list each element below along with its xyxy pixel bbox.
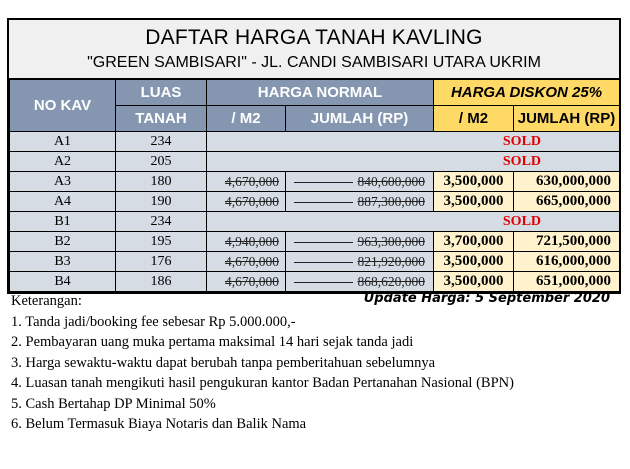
- cell-luas: 205: [116, 152, 207, 172]
- cell-normal-total: [286, 192, 434, 212]
- cell-normal-m2: 4,670,000: [207, 192, 286, 212]
- table-row: [10, 172, 620, 192]
- price-list-sheet: [7, 18, 621, 294]
- table-row: [10, 212, 620, 232]
- cell-disc-m2: 3,500,000: [434, 172, 514, 192]
- price-table: [9, 79, 620, 292]
- table-row: [10, 152, 620, 172]
- cell-luas: 234: [116, 212, 207, 232]
- cell-kav: A4: [10, 192, 116, 212]
- cell-disc-m2: 3,500,000: [434, 192, 514, 212]
- cell-normal-total: [286, 272, 434, 292]
- cell-kav: B2: [10, 232, 116, 252]
- normal-total-value: 868,620,000: [357, 274, 425, 289]
- cell-disc-total: 651,000,000: [514, 272, 620, 292]
- cell-normal-m2: 4,670,000: [207, 172, 286, 192]
- update-date: Update Harga: 5 September 2020: [363, 291, 610, 306]
- cell-kav: A2: [10, 152, 116, 172]
- cell-normal-m2: 4,670,000: [207, 272, 286, 292]
- cell-normal-total: [286, 172, 434, 192]
- note-item: 6. Belum Termasuk Biaya Notaris dan Balik Nama: [11, 416, 307, 432]
- note-item: 3. Harga sewaktu-waktu dapat berubah tanpa pemberitahuan sebelumnya: [11, 354, 436, 371]
- table-row: [10, 132, 620, 152]
- table-row: [10, 272, 620, 292]
- sold-label: SOLD: [207, 152, 620, 172]
- normal-total-value: 963,300,000: [357, 234, 425, 249]
- cell-kav: B1: [10, 212, 116, 232]
- notes-heading: Keterangan:: [11, 293, 82, 309]
- cell-normal-total: [286, 252, 434, 272]
- cell-disc-total: 665,000,000: [514, 192, 620, 212]
- cell-luas: 234: [116, 132, 207, 152]
- cell-disc-m2: 3,500,000: [434, 252, 514, 272]
- page-subtitle: "GREEN SAMBISARI" - JL. CANDI SAMBISARI UTARA UKRIM: [87, 54, 541, 71]
- col-header-harga-normal: HARGA NORMAL: [207, 80, 434, 106]
- note-item: 2. Pembayaran uang muka pertama maksimal 14 hari sejak tanda jadi: [11, 334, 414, 350]
- cell-luas: 180: [116, 172, 207, 192]
- cell-luas: 176: [116, 252, 207, 272]
- normal-total-value: 821,920,000: [357, 254, 425, 269]
- table-row: [10, 192, 620, 212]
- cell-disc-m2: 3,500,000: [434, 272, 514, 292]
- col-header-no-kav: NO KAV: [10, 80, 116, 132]
- cell-disc-total: 616,000,000: [514, 252, 620, 272]
- notes-section: [11, 291, 611, 435]
- title-block: [9, 20, 619, 79]
- table-row: [10, 252, 620, 272]
- col-header-normal-m2: / M2: [207, 106, 286, 132]
- cell-disc-m2: 3,700,000: [434, 232, 514, 252]
- page-title: DAFTAR HARGA TANAH KAVLING: [145, 26, 483, 49]
- cell-luas: 190: [116, 192, 207, 212]
- col-header-diskon-jumlah: JUMLAH (RP): [514, 106, 620, 132]
- col-header-tanah: TANAH: [116, 106, 207, 132]
- note-item: 1. Tanda jadi/booking fee sebesar Rp 5.000.000,-: [11, 313, 296, 330]
- cell-disc-total: 630,000,000: [514, 172, 620, 192]
- sold-label: SOLD: [207, 212, 620, 232]
- col-header-harga-diskon: HARGA DISKON 25%: [434, 80, 620, 106]
- cell-normal-m2: 4,670,000: [207, 252, 286, 272]
- cell-luas: 186: [116, 272, 207, 292]
- normal-total-value: 840,600,000: [357, 174, 425, 189]
- col-header-luas: LUAS: [116, 80, 207, 106]
- col-header-normal-jumlah: JUMLAH (RP): [286, 106, 434, 132]
- cell-kav: B3: [10, 252, 116, 272]
- cell-normal-total: [286, 232, 434, 252]
- cell-kav: A3: [10, 172, 116, 192]
- normal-total-value: 887,300,000: [357, 194, 425, 209]
- cell-kav: B4: [10, 272, 116, 292]
- cell-luas: 195: [116, 232, 207, 252]
- note-item: 4. Luasan tanah mengikuti hasil pengukuran kantor Badan Pertanahan Nasional (BPN): [11, 375, 514, 391]
- sold-label: SOLD: [207, 132, 620, 152]
- cell-kav: A1: [10, 132, 116, 152]
- note-item: 5. Cash Bertahap DP Minimal 50%: [11, 395, 216, 412]
- table-row: [10, 232, 620, 252]
- col-header-diskon-m2: / M2: [434, 106, 514, 132]
- cell-disc-total: 721,500,000: [514, 232, 620, 252]
- cell-normal-m2: 4,940,000: [207, 232, 286, 252]
